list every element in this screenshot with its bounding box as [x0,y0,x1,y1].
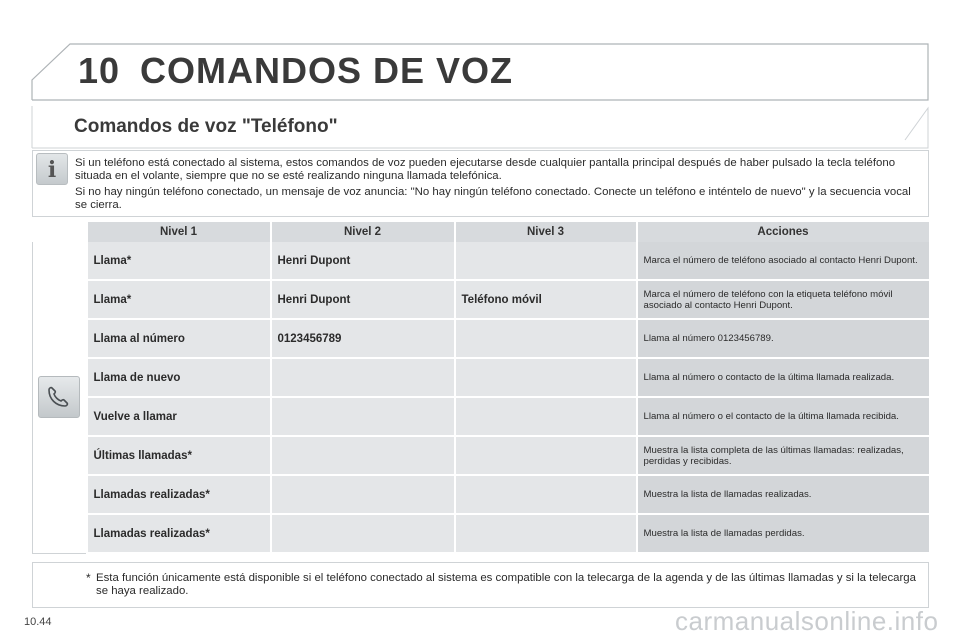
table-row [33,280,929,319]
row-level-3 [455,514,637,553]
row-level-2 [271,397,455,436]
phone-icon [38,376,80,418]
row-level-1: Últimas llamadas* [87,436,271,475]
row-level-2: Henri Dupont [271,242,455,280]
voice-command-table [32,222,928,554]
watermark: carmanualsonline.info [675,606,939,636]
row-action: Marca el número de teléfono asociado al contacto Henri Dupont. [637,242,929,280]
info-paragraph-1: Si un teléfono está conectado al sistema, estos comandos de voz pueden ejecutarse desde cualquier pantalla principal después de haber pulsado la tecla teléfono situada en el volante, siempre que no se esté realizando ninguna llamada telefónica. [75,157,896,182]
row-level-3 [455,242,637,280]
footnote-text: Esta función únicamente está disponible si el teléfono conectado al sistema es compatible con la telecarga de la agenda y de las últimas llamadas y si la telecarga se haya realizado. [96,572,916,597]
chapter-number: 10 [78,50,121,91]
row-action: Muestra la lista completa de las últimas llamadas: realizadas, perdidas y recibidas. [637,436,929,475]
header-level-2: Nivel 2 [271,222,455,242]
info-paragraph-2: Si no hay ningún teléfono conectado, un mensaje de voz anuncia: "No hay ningún teléfono conectado. Conecte un teléfono e inténtelo de nuevo" y la secuencia vocal se cierra. [75,186,911,211]
footnote-marker: * [86,571,91,585]
row-level-2 [271,436,455,475]
table-row [33,436,929,475]
row-level-2 [271,358,455,397]
table-row [33,397,929,436]
row-level-3 [455,436,637,475]
chapter-title: COMANDOS DE VOZ [140,50,514,91]
row-level-2 [271,514,455,553]
row-level-1: Vuelve a llamar [87,397,271,436]
row-level-3 [455,397,637,436]
row-level-2: 0123456789 [271,319,455,358]
phone-icon-cell [33,242,87,553]
row-level-2 [271,475,455,514]
page-number: 10.44 [24,616,52,628]
row-action: Muestra la lista de llamadas perdidas. [637,514,929,553]
row-action: Muestra la lista de llamadas realizadas. [637,475,929,514]
table-row [33,319,929,358]
section-title: Comandos de voz "Teléfono" [74,116,338,137]
row-level-1: Llama al número [87,319,271,358]
header-level-3: Nivel 3 [455,222,637,242]
table-row [33,242,929,280]
table-row [33,514,929,553]
row-level-2: Henri Dupont [271,280,455,319]
row-level-1: Llama* [87,280,271,319]
row-level-1: Llamadas realizadas* [87,475,271,514]
row-level-1: Llama de nuevo [87,358,271,397]
row-level-3 [455,358,637,397]
row-action: Marca el número de teléfono con la etiqueta teléfono móvil asociado al contacto Henri Dupont. [637,280,929,319]
row-action: Llama al número o el contacto de la última llamada recibida. [637,397,929,436]
row-level-3 [455,319,637,358]
row-action: Llama al número 0123456789. [637,319,929,358]
table-header-row [33,222,929,242]
table-row [33,475,929,514]
row-action: Llama al número o contacto de la última llamada realizada. [637,358,929,397]
row-level-3: Teléfono móvil [455,280,637,319]
header-icon-cell [33,222,87,242]
row-level-1: Llamadas realizadas* [87,514,271,553]
table-row [33,358,929,397]
row-level-1: Llama* [87,242,271,280]
info-icon: i [36,153,68,185]
header-actions: Acciones [637,222,929,242]
header-level-1: Nivel 1 [87,222,271,242]
row-level-3 [455,475,637,514]
